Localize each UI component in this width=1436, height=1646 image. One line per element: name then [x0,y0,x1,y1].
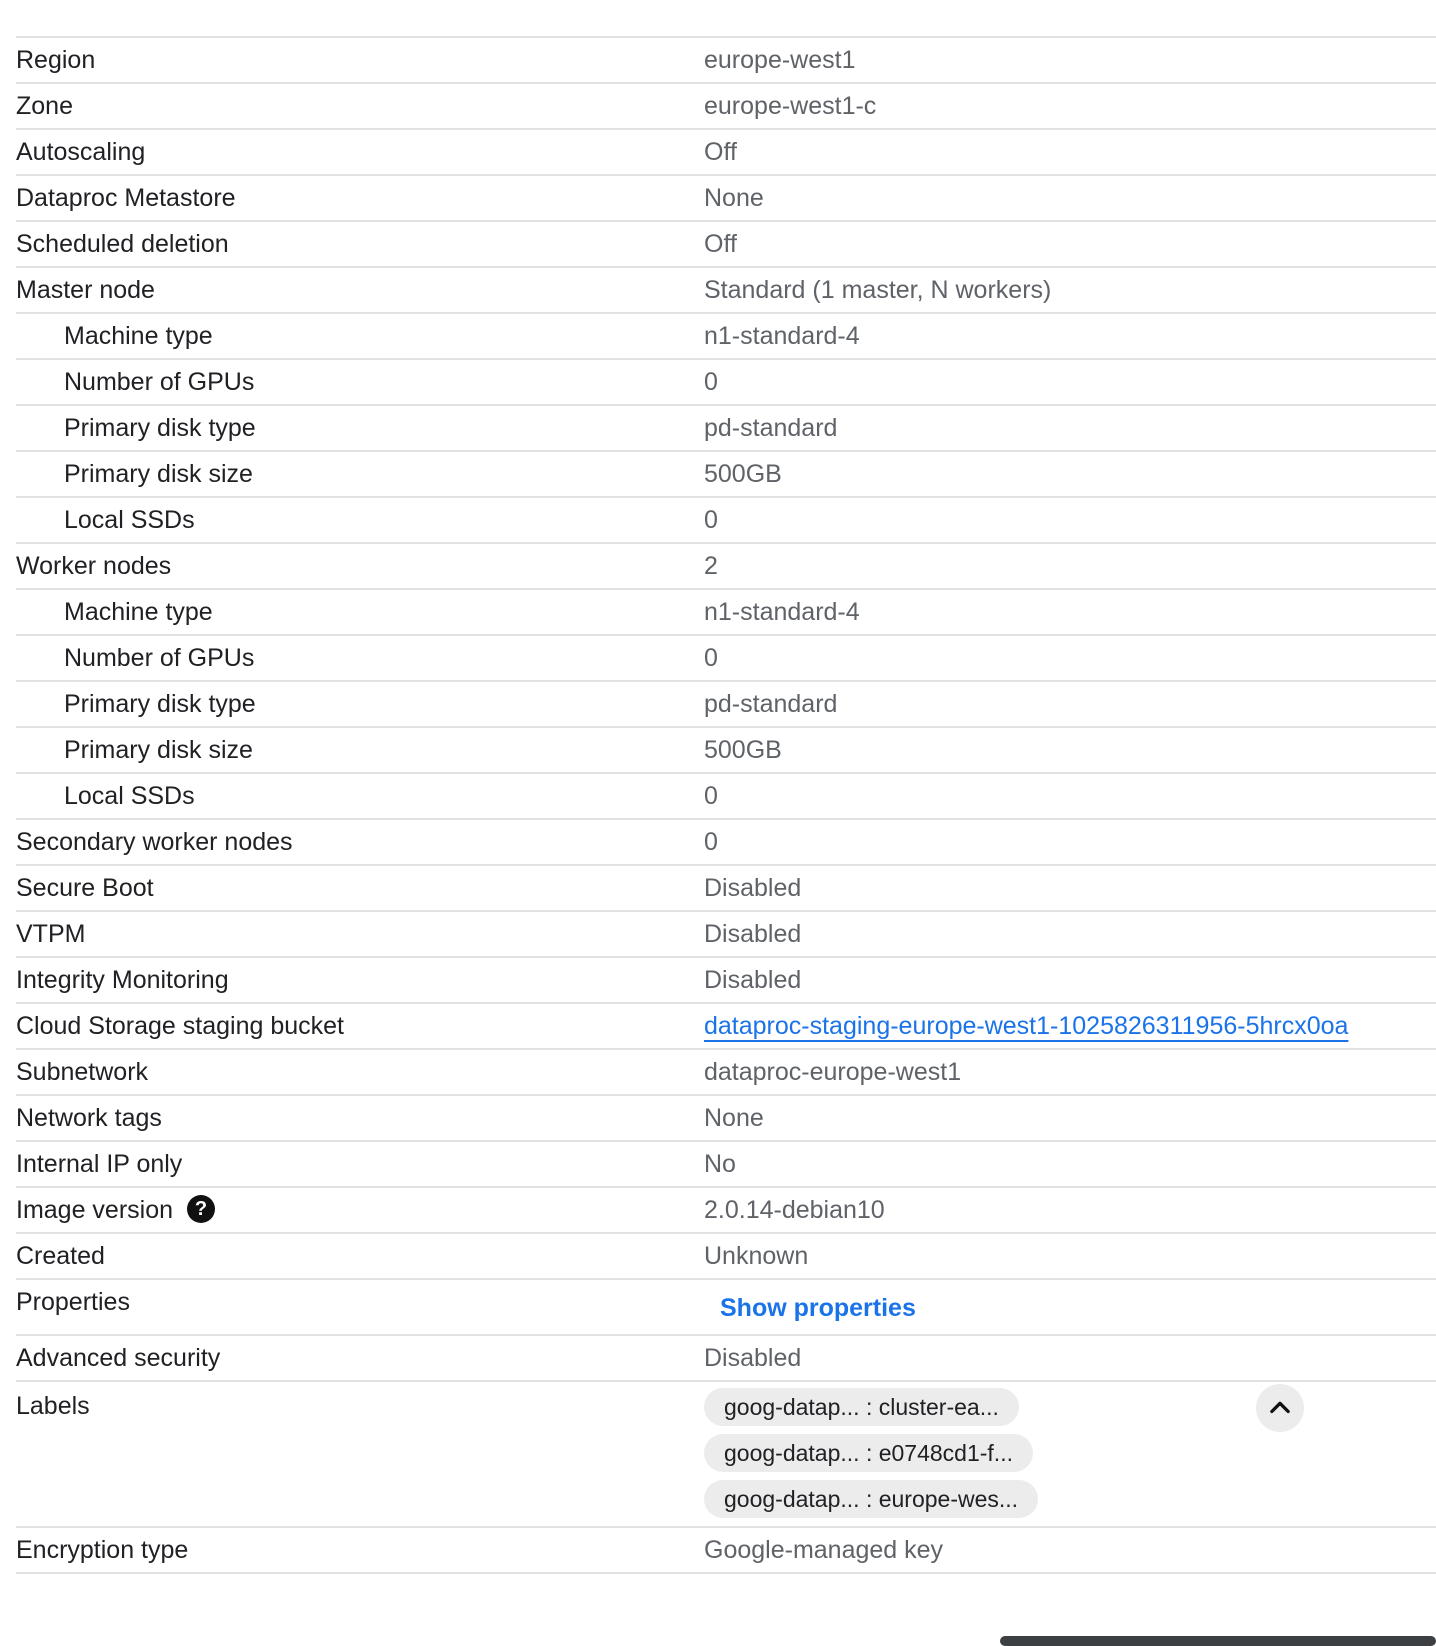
row-value: 2 [704,552,718,580]
row-value: dataproc-europe-west1 [704,1058,962,1086]
row-vtpm [16,912,1436,958]
row-value: europe-west1-c [704,92,877,120]
row-label: Region [16,46,96,74]
row-label: Subnetwork [16,1058,149,1086]
row-value: 0 [704,368,718,396]
row-master-node [16,268,1436,314]
label-chips [704,1388,1038,1526]
row-value: Disabled [704,920,802,948]
show-properties-button[interactable]: Show properties [720,1294,916,1322]
row-value: 0 [704,644,718,672]
chevron-up-icon [1266,1394,1294,1422]
row-label: Primary disk type [64,690,256,718]
row-value: None [704,1104,764,1132]
row-secure-boot [16,866,1436,912]
row-label: Primary disk size [64,460,253,488]
row-label: Master node [16,276,155,304]
row-value: Google-managed key [704,1536,944,1564]
row-value: 0 [704,828,718,856]
row-master-primary-disk-type [16,406,1436,452]
row-label: Primary disk size [64,736,253,764]
row-label: Machine type [64,322,213,350]
row-value: None [704,184,764,212]
row-created [16,1234,1436,1280]
row-scheduled-deletion [16,222,1436,268]
row-secondary-worker-nodes [16,820,1436,866]
row-label [16,1188,215,1232]
row-label: Encryption type [16,1536,189,1564]
label-chip[interactable]: goog-datap... : e0748cd1-f... [704,1434,1033,1472]
row-integrity-monitoring [16,958,1436,1004]
label-chip[interactable]: goog-datap... : europe-wes... [704,1480,1038,1518]
row-value: Standard (1 master, N workers) [704,276,1052,304]
row-region [16,38,1436,84]
row-value: 2.0.14-debian10 [704,1196,885,1224]
row-label: VTPM [16,920,86,948]
row-network-tags [16,1096,1436,1142]
row-value: europe-west1 [704,46,856,74]
row-label: Worker nodes [16,552,172,580]
row-label: Zone [16,92,73,120]
row-value: Disabled [704,874,802,902]
row-value: pd-standard [704,690,838,718]
row-value: n1-standard-4 [704,598,860,626]
row-worker-primary-disk-size [16,728,1436,774]
row-labels [16,1382,1436,1528]
row-label: Integrity Monitoring [16,966,229,994]
row-master-number-of-gpus [16,360,1436,406]
row-encryption-type [16,1528,1436,1574]
collapse-labels-button[interactable] [1256,1384,1304,1432]
row-autoscaling [16,130,1436,176]
row-label: Scheduled deletion [16,230,229,258]
row-value: Disabled [704,1344,802,1372]
row-dataproc-metastore [16,176,1436,222]
row-worker-number-of-gpus [16,636,1436,682]
row-label: Created [16,1242,105,1270]
row-zone [16,84,1436,130]
row-label: Local SSDs [64,506,195,534]
row-label: Secondary worker nodes [16,828,293,856]
row-image-version [16,1188,1436,1234]
row-label: Number of GPUs [64,644,255,672]
row-worker-local-ssds [16,774,1436,820]
row-value: Off [704,138,737,166]
row-worker-machine-type [16,590,1436,636]
row-worker-primary-disk-type [16,682,1436,728]
help-circle-icon[interactable]: ? [187,1195,215,1223]
row-label: Network tags [16,1104,162,1132]
row-label: Machine type [64,598,213,626]
label-chip[interactable]: goog-datap... : cluster-ea... [704,1388,1019,1426]
row-label: Labels [16,1392,90,1420]
row-value [704,1004,1348,1048]
row-master-primary-disk-size [16,452,1436,498]
row-value: 500GB [704,460,782,488]
row-label: Autoscaling [16,138,146,166]
staging-bucket-link[interactable]: dataproc-staging-europe-west1-1025826311956-5hrcx0oa [704,1012,1349,1040]
row-label: Internal IP only [16,1150,183,1178]
row-value: pd-standard [704,414,838,442]
row-label: Secure Boot [16,874,154,902]
row-value: Off [704,230,737,258]
row-label: Cloud Storage staging bucket [16,1012,344,1040]
row-label: Number of GPUs [64,368,255,396]
row-staging-bucket [16,1004,1436,1050]
row-value: Disabled [704,966,802,994]
row-master-local-ssds [16,498,1436,544]
row-label: Primary disk type [64,414,256,442]
row-value: 0 [704,782,718,810]
row-value: No [704,1150,736,1178]
row-worker-nodes [16,544,1436,590]
row-label: Dataproc Metastore [16,184,236,212]
row-subnetwork [16,1050,1436,1096]
row-value: 0 [704,506,718,534]
row-master-machine-type [16,314,1436,360]
row-value: Unknown [704,1242,809,1270]
row-properties [16,1280,1436,1336]
row-label: Local SSDs [64,782,195,810]
image-version-label: Image version [16,1196,174,1224]
horizontal-scrollbar[interactable] [1000,1636,1436,1646]
row-advanced-security [16,1336,1436,1382]
row-value: 500GB [704,736,782,764]
row-internal-ip-only [16,1142,1436,1188]
cluster-details-table [16,36,1436,1574]
row-value: n1-standard-4 [704,322,860,350]
row-label: Advanced security [16,1344,221,1372]
row-label: Properties [16,1288,130,1316]
